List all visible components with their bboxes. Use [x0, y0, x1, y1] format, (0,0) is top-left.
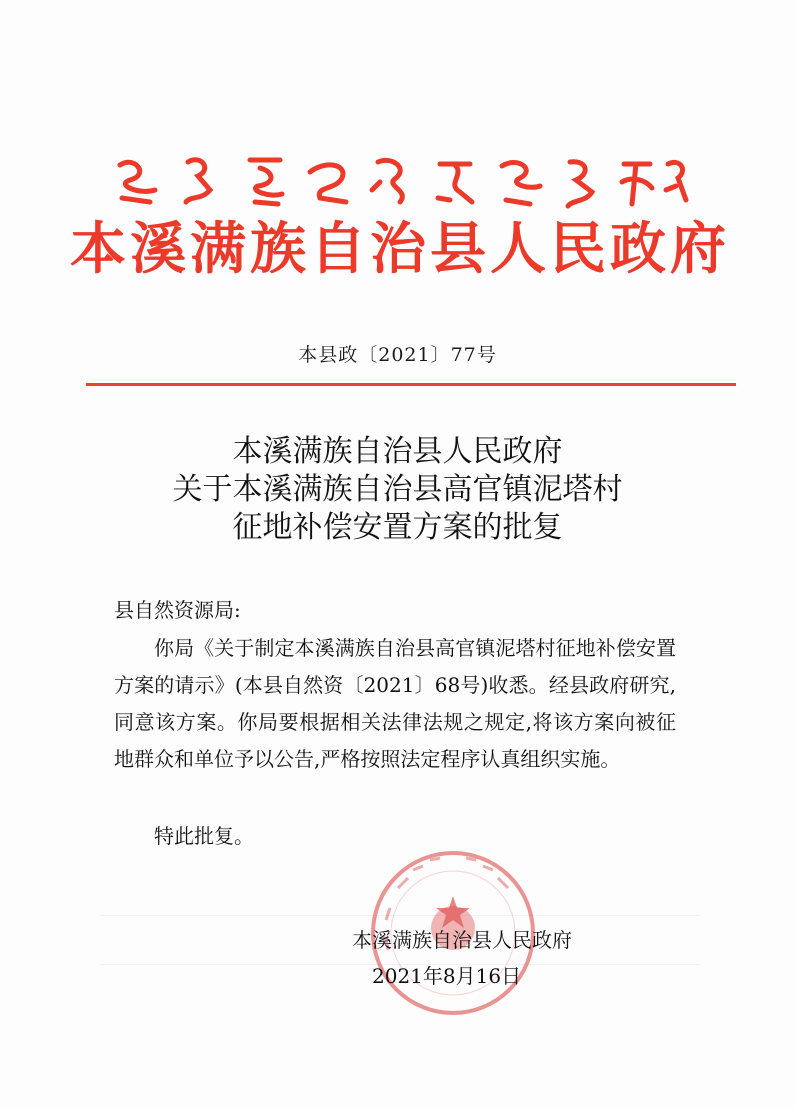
document-number: 本县政〔2021〕77号 — [298, 344, 497, 366]
manchu-glyph-5 — [372, 160, 402, 202]
manchu-glyph-6 — [438, 164, 472, 202]
title-line-2: 关于本溪满族自治县高官镇泥塔村 — [172, 472, 623, 507]
reply-title — [0, 433, 795, 547]
title-line-1: 本溪满族自治县人民政府 — [232, 434, 563, 469]
manchu-glyph-7 — [502, 163, 540, 204]
signer-name: 本溪满族自治县人民政府 — [352, 928, 572, 952]
addressee: 县自然资源局: — [114, 598, 241, 622]
manchu-glyph-10 — [666, 162, 686, 200]
manchu-glyph-1 — [120, 162, 155, 202]
seal-text: ᠪᡝᠨᠰᡳ 本溪满族自治县人民政府 — [368, 848, 382, 849]
manchu-glyph-2 — [186, 160, 210, 202]
closing-remark: 特此批复。 — [154, 824, 254, 848]
manchu-glyph-4 — [310, 165, 346, 202]
manchu-glyph-8 — [568, 162, 592, 206]
manchu-glyph-9 — [622, 164, 652, 204]
title-line-3: 征地补偿安置方案的批复 — [232, 510, 563, 545]
manchu-glyph-3 — [250, 160, 282, 204]
org-title: 本溪满族自治县人民政府 — [70, 217, 730, 282]
body-paragraph: 你局《关于制定本溪满族自治县高官镇泥塔村征地补偿安置方案的请示》(本县自然资〔2021〕68号)收悉。经县政府研究,同意该方案。你局要根据相关法律法规之规定,将该方案向被征地群众和单位予以公告,严格按照法定程序认真组织实施。 — [114, 636, 676, 771]
manchu-script-text: ᠪᡝᠨᠰᡳ ᠮᠠᠨᠵᡠ ᠪᡝᠶᡝ ᡩᠠᠰᠠᡵᡳ ᠰᡳᠶᠠᠨ ᠨᡳᠶᠠᠯᠮᠠ ᡳᡵᡤᡝᠨ ᠶᠠᠮᡠᠨ — [110, 150, 130, 151]
manchu-script-header — [110, 150, 690, 210]
red-divider-rule — [86, 383, 736, 386]
signature-date: 2021年8月16日 — [372, 964, 522, 988]
